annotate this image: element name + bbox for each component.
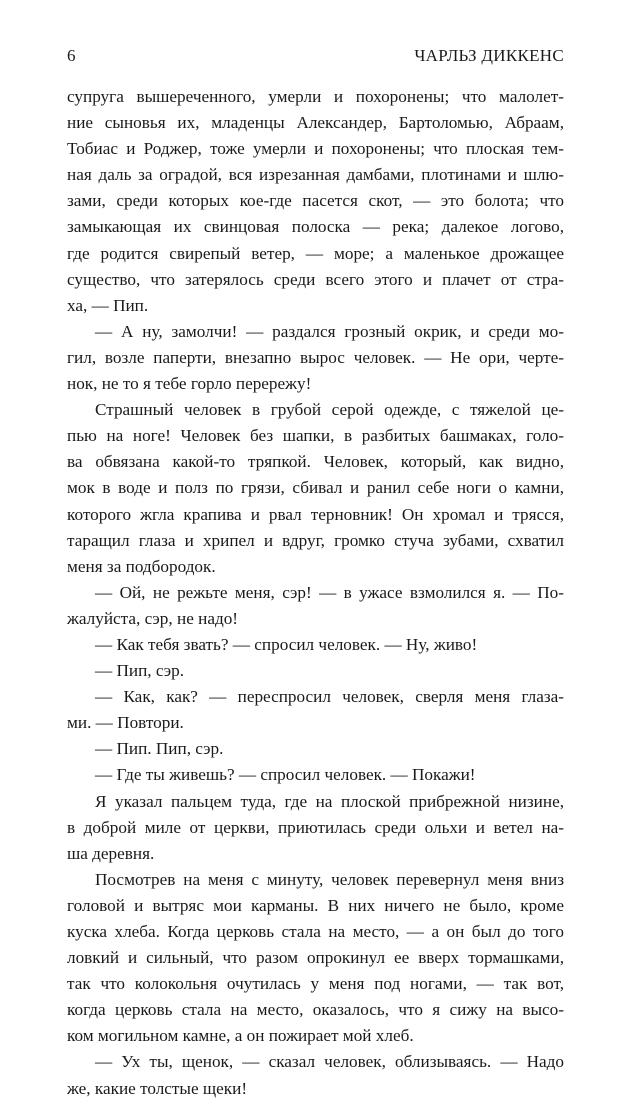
paragraph (67, 736, 564, 762)
text-line: существо, что затерялось среди всего этого и плачет от стра- (67, 269, 564, 289)
text-line: в доброй миле от церкви, приютилась среди ольхи и ветел на- (67, 817, 564, 837)
paragraph (67, 397, 564, 580)
text-line: ша деревня. (67, 843, 155, 863)
text-line: ха, — Пип. (67, 295, 149, 315)
paragraph (67, 658, 564, 684)
text-line: Страшный человек в грубой серой одежде, с тяжелой це- (95, 400, 564, 420)
text-line: — Как, как? — переспросил человек, сверля меня глаза- (95, 687, 564, 707)
text-line: ловкий и сильный, что разом опрокинул ее вверх тормашками, (67, 948, 564, 968)
paragraph (67, 319, 564, 397)
text-line: ная даль за оградой, вся изрезанная дамбами, плотинами и шлю- (67, 165, 564, 185)
text-line: ние сыновья их, младенцы Александер, Бартоломью, Абраам, (67, 113, 564, 133)
paragraph (67, 789, 564, 867)
text-line: зами, среди которых кое-где пасется скот, — это болота; что (67, 191, 564, 211)
text-line: Посмотрев на меня с минуту, человек перевернул меня вниз (95, 869, 564, 889)
text-line: головой и вытряс мои карманы. В них ничего не было, кроме (67, 895, 564, 915)
text-line: куска хлеба. Когда церковь стала на место, — а он был до того (67, 922, 564, 941)
paragraph (67, 762, 564, 788)
text-line: — Ух ты, щенок, — сказал человек, облизываясь. — Надо (95, 1052, 564, 1072)
paragraph (67, 580, 564, 632)
text-line: пью на ноге! Человек без шапки, в разбитых башмаках, голо- (67, 426, 564, 446)
paragraph (67, 684, 564, 736)
text-line: нок, не то я тебе горло перережу! (67, 374, 312, 394)
paragraph (67, 632, 564, 658)
paragraph (67, 84, 564, 319)
text-line: — А ну, замолчи! — раздался грозный окрик, и среди мо- (95, 321, 564, 341)
text-line: которого жгла крапива и рвал терновник! Он хромал и трясся, (67, 504, 564, 524)
page-number: 6 (67, 46, 76, 65)
text-line: мок в воде и полз по грязи, сбивал и ранил себе ноги о камни, (67, 478, 564, 498)
text-line: ва обвязана какой-то тряпкой. Человек, который, как видно, (67, 452, 564, 472)
text-line: Я указал пальцем туда, где на плоской прибрежной низине, (95, 791, 564, 811)
text-line: — Пип. Пип, сэр. (95, 739, 224, 759)
paragraph (67, 1049, 564, 1101)
text-line: же, какие толстые щеки! (67, 1078, 248, 1098)
text-line: когда церковь стала на место, оказалось, что я сижу на высо- (67, 1000, 564, 1020)
text-line: таращил глаза и хрипел и вдруг, громко стуча зубами, схватил (67, 530, 564, 550)
text-line: — Где ты живешь? — спросил человек. — Покажи! (95, 765, 476, 785)
running-title: ЧАРЛЬЗ ДИККЕНС (414, 46, 564, 65)
paragraph (67, 867, 564, 1050)
text-line: гил, возле паперти, внезапно вырос человек. — Не ори, черте- (67, 347, 564, 367)
body-text (67, 84, 564, 1102)
text-line: ком могильном камне, а он пожирает мой хлеб. (67, 1026, 414, 1046)
text-line: — Как тебя звать? — спросил человек. — Ну, живо! (95, 634, 478, 654)
text-line: меня за подбородок. (67, 556, 216, 576)
text-line: ми. — Повтори. (67, 713, 184, 733)
text-line: — Пип, сэр. (95, 661, 184, 681)
text-line: супруга вышереченного, умерли и похоронены; что малолет- (67, 87, 564, 106)
text-line: — Ой, не режьте меня, сэр! — в ужасе взмолился я. — По- (95, 582, 564, 602)
running-head (67, 46, 564, 68)
text-line: Тобиас и Роджер, тоже умерли и похоронены; что плоская тем- (67, 139, 564, 159)
text-line: так что колокольня очутилась у меня под ногами, — так вот, (67, 974, 564, 994)
text-line: где родится свирепый ветер, — море; а маленькое дрожащее (67, 243, 564, 263)
text-line: замыкающая их свинцовая полоска — река; далекое логово, (67, 217, 564, 237)
text-line: жалуйста, сэр, не надо! (67, 608, 239, 628)
